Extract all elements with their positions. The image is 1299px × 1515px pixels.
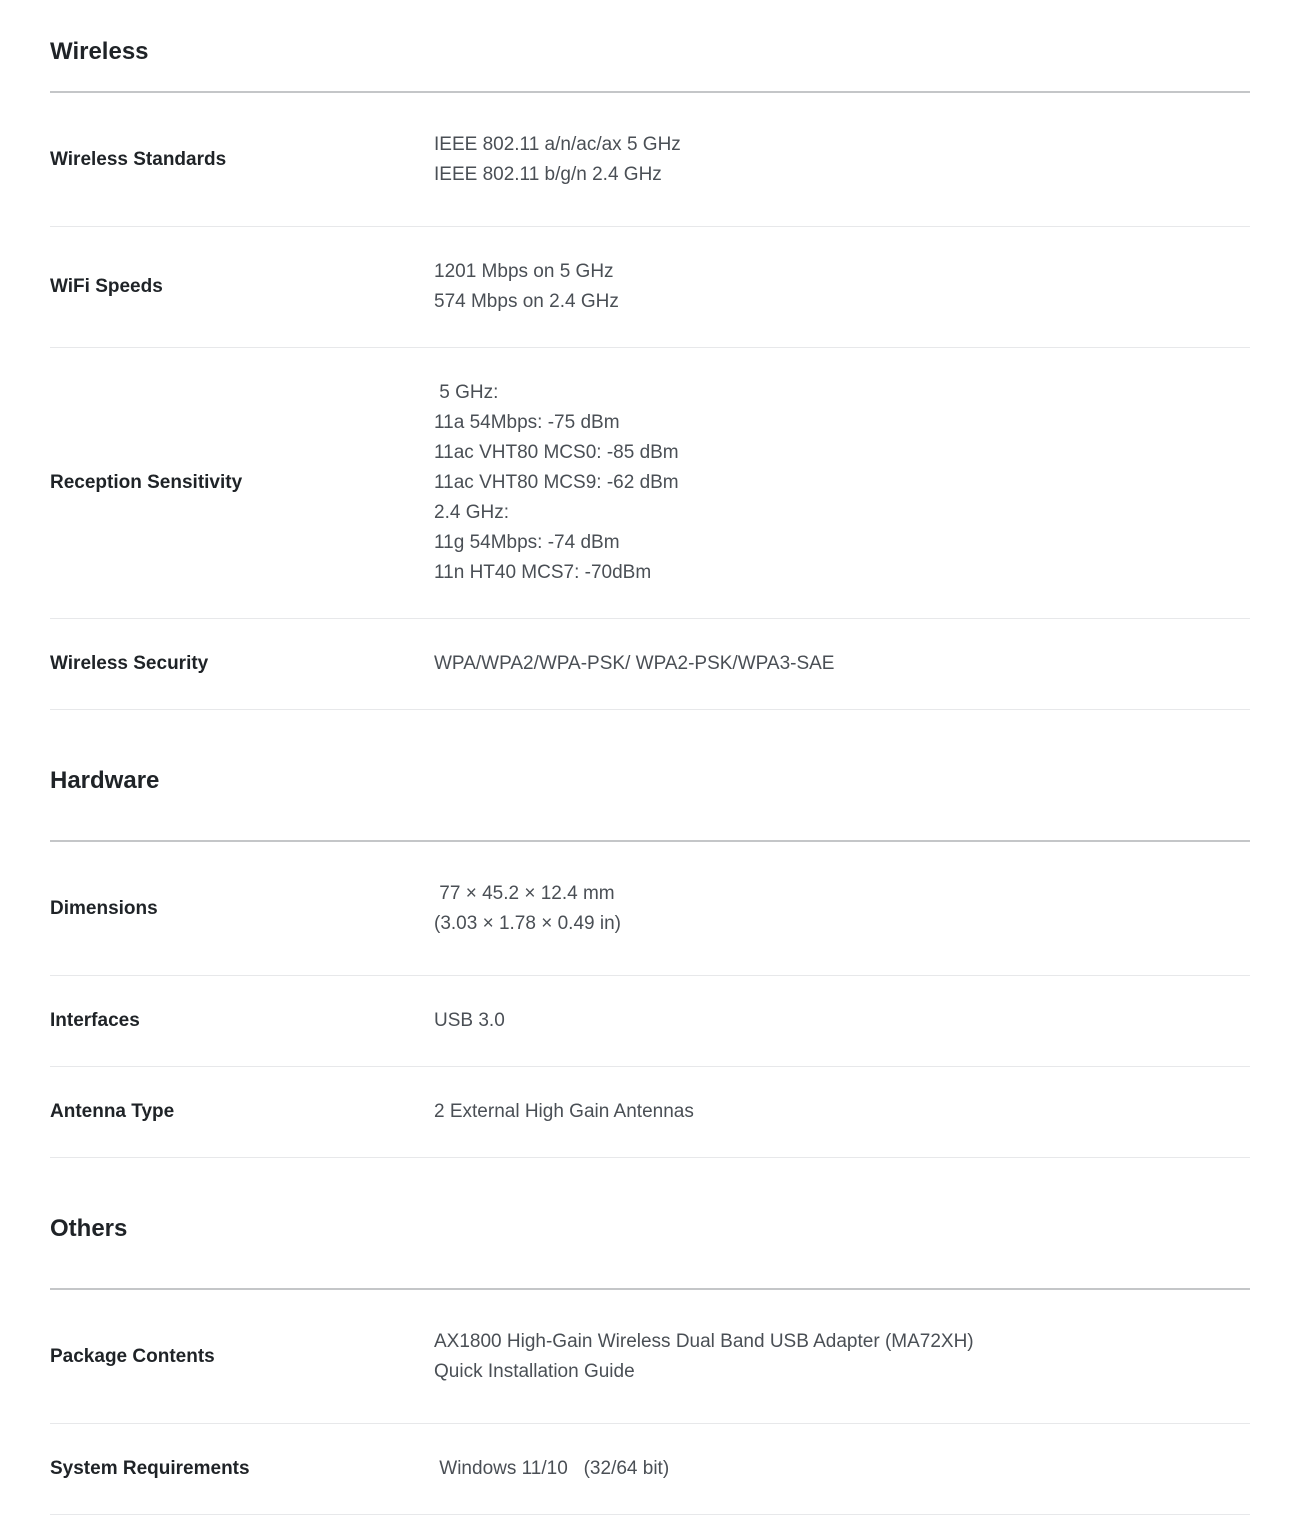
spec-row-wireless-security bbox=[50, 619, 1250, 710]
spec-value-line: 2 External High Gain Antennas bbox=[434, 1101, 694, 1122]
spec-label: Dimensions bbox=[50, 897, 158, 919]
section-title: Wireless bbox=[50, 0, 1250, 93]
spec-values bbox=[434, 1006, 1250, 1036]
spec-value-line: Quick Installation Guide bbox=[434, 1360, 635, 1382]
section-title: Others bbox=[50, 1188, 1250, 1290]
spec-values bbox=[434, 649, 1250, 679]
spec-value-line: 11ac VHT80 MCS0: -85 dBm bbox=[434, 442, 679, 463]
section-others bbox=[50, 1188, 1250, 1515]
spec-value-line: 11n HT40 MCS7: -70dBm bbox=[434, 562, 652, 583]
spec-value-line: Windows 11/10 (32/64 bit) bbox=[434, 1458, 670, 1479]
spec-values bbox=[434, 378, 1250, 588]
spec-value-line: 574 Mbps on 2.4 GHz bbox=[434, 291, 619, 312]
spec-values bbox=[434, 1097, 1250, 1127]
spec-value-line: WPA/WPA2/WPA-PSK/ WPA2-PSK/WPA3-SAE bbox=[434, 653, 835, 674]
spec-values bbox=[434, 1454, 1250, 1484]
spec-value-line: AX1800 High-Gain Wireless Dual Band USB Adapter (MA72XH) bbox=[434, 1330, 974, 1352]
spec-value-line: IEEE 802.11 a/n/ac/ax 5 GHz bbox=[434, 133, 681, 155]
spec-label: Wireless Security bbox=[50, 653, 209, 674]
spec-value-line: 11ac VHT80 MCS9: -62 dBm bbox=[434, 472, 679, 493]
spec-label: System Requirements bbox=[50, 1458, 250, 1479]
spec-values bbox=[434, 1327, 1250, 1387]
spec-row-wireless-standards bbox=[50, 93, 1250, 227]
section-wireless bbox=[50, 0, 1250, 710]
spec-row-interfaces bbox=[50, 976, 1250, 1067]
spec-value-line: IEEE 802.11 b/g/n 2.4 GHz bbox=[434, 163, 662, 185]
spec-row-system-requirements bbox=[50, 1424, 1250, 1515]
spec-value-line: USB 3.0 bbox=[434, 1010, 505, 1031]
spec-label: WiFi Speeds bbox=[50, 276, 163, 297]
spec-value-line: 77 × 45.2 × 12.4 mm bbox=[434, 882, 615, 904]
spec-label: Antenna Type bbox=[50, 1101, 175, 1122]
spec-sheet bbox=[50, 0, 1250, 1515]
spec-label: Wireless Standards bbox=[50, 148, 227, 170]
spec-row-package-contents bbox=[50, 1290, 1250, 1424]
spec-row-wifi-speeds bbox=[50, 227, 1250, 348]
spec-value-line: 5 GHz: bbox=[434, 382, 499, 403]
spec-value-line: 11g 54Mbps: -74 dBm bbox=[434, 532, 620, 553]
spec-value-line: 11a 54Mbps: -75 dBm bbox=[434, 412, 620, 433]
spec-label: Interfaces bbox=[50, 1010, 140, 1031]
section-hardware bbox=[50, 740, 1250, 1158]
spec-values bbox=[434, 130, 1250, 190]
spec-value-line: (3.03 × 1.78 × 0.49 in) bbox=[434, 912, 621, 934]
section-title: Hardware bbox=[50, 740, 1250, 842]
spec-value-line: 2.4 GHz: bbox=[434, 502, 509, 523]
spec-row-antenna-type bbox=[50, 1067, 1250, 1158]
spec-values bbox=[434, 257, 1250, 317]
spec-label: Reception Sensitivity bbox=[50, 472, 243, 493]
spec-values bbox=[434, 879, 1250, 939]
spec-row-dimensions bbox=[50, 842, 1250, 976]
spec-row-reception-sensitivity bbox=[50, 348, 1250, 619]
spec-label: Package Contents bbox=[50, 1345, 215, 1367]
spec-value-line: 1201 Mbps on 5 GHz bbox=[434, 261, 614, 282]
